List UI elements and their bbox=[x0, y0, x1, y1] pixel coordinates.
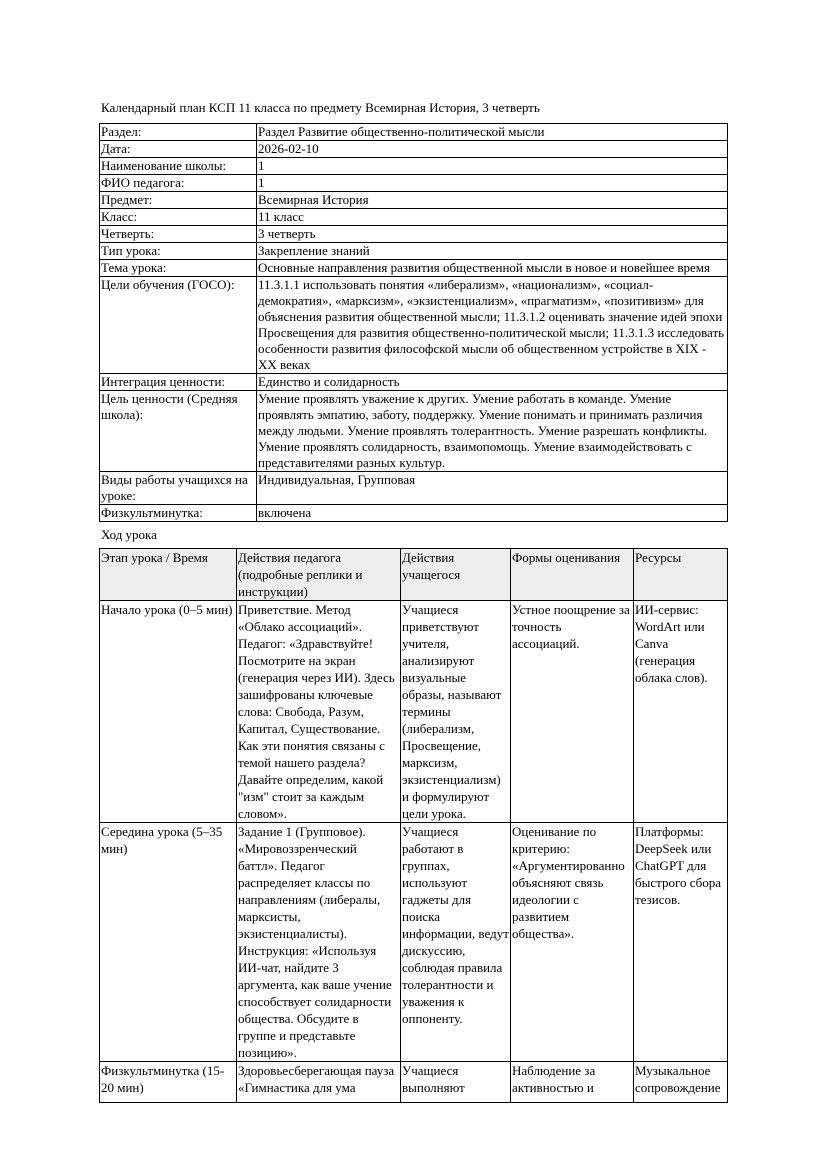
info-value: 2026-02-10 bbox=[257, 141, 728, 158]
info-value: 11 класс bbox=[257, 209, 728, 226]
info-value: Закрепление знаний bbox=[257, 243, 728, 260]
info-row bbox=[100, 505, 728, 522]
header-teacher: Действия педагога (подробные реплики и инструкции) bbox=[237, 549, 401, 601]
info-label: Цели обучения (ГОСО): bbox=[100, 277, 257, 374]
info-row bbox=[100, 472, 728, 505]
info-row bbox=[100, 391, 728, 472]
info-value: Раздел Развитие общественно-политической мысли bbox=[257, 124, 728, 141]
table-row bbox=[100, 823, 728, 1062]
info-row bbox=[100, 226, 728, 243]
cell-student: Учащиеся выполняют bbox=[401, 1062, 511, 1103]
cell-assessment: Наблюдение за активностью и bbox=[511, 1062, 634, 1103]
info-value: 11.3.1.1 использовать понятия «либерализм», «национализм», «социал-демократия», «марксизм», «экзистенциализм», «прагматизм», «позитивизм» для объяснения развития общественной мысли; 11.3.1.2 оценивать значение идей эпохи Просвещения для развития общественно-политической мысли; 11.3.1.3 исследовать особенности развития философской мысли об общественном устройстве в XIX - XX веках bbox=[257, 277, 728, 374]
info-label: Интеграция ценности: bbox=[100, 374, 257, 391]
info-value: Основные направления развития общественной мысли в новое и новейшее время bbox=[257, 260, 728, 277]
info-label: Предмет: bbox=[100, 192, 257, 209]
cell-assessment: Устное поощрение за точность ассоциаций. bbox=[511, 601, 634, 823]
info-label: Раздел: bbox=[100, 124, 257, 141]
info-value: Всемирная История bbox=[257, 192, 728, 209]
info-label: Класс: bbox=[100, 209, 257, 226]
lesson-plan-table bbox=[99, 548, 728, 1103]
info-label: Виды работы учащихся на уроке: bbox=[100, 472, 257, 505]
info-row bbox=[100, 158, 728, 175]
cell-teacher: Приветствие. Метод «Облако ассоциаций». Педагог: «Здравствуйте! Посмотрите на экран (генерация через ИИ). Здесь зашифрованы ключевые слова: Свобода, Разум, Капитал, Существование. Как эти понятия связаны с темой нашего раздела? Давайте определим, какой "изм" стоит за каждым словом». bbox=[237, 601, 401, 823]
info-row bbox=[100, 243, 728, 260]
cell-stage: Начало урока (0–5 мин) bbox=[100, 601, 237, 823]
info-value: включена bbox=[257, 505, 728, 522]
info-label: Тема урока: bbox=[100, 260, 257, 277]
cell-assessment: Оценивание по критерию: «Аргументированно объясняют связь идеологии с развитием общества». bbox=[511, 823, 634, 1062]
header-assessment: Формы оценивания bbox=[511, 549, 634, 601]
info-value: Индивидуальная, Групповая bbox=[257, 472, 728, 505]
cell-teacher: Задание 1 (Групповое). «Мировоззренческий баттл». Педагог распределяет классы по направлениям (либералы, марксисты, экзистенциалисты). Инструкция: «Используя ИИ-чат, найдите 3 аргумента, как ваше учение способствует солидарности общества. Обсудите в группе и представьте позицию». bbox=[237, 823, 401, 1062]
cell-resources: Платформы: DeepSeek или ChatGPT для быстрого сбора тезисов. bbox=[634, 823, 728, 1062]
cell-stage: Физкультминутка (15-20 мин) bbox=[100, 1062, 237, 1103]
info-row bbox=[100, 277, 728, 374]
cell-resources: Музыкальное сопровождение bbox=[634, 1062, 728, 1103]
info-label: Цель ценности (Средняя школа): bbox=[100, 391, 257, 472]
info-label: Четверть: bbox=[100, 226, 257, 243]
cell-stage: Середина урока (5–35 мин) bbox=[100, 823, 237, 1062]
lesson-progress-title: Ход урока bbox=[101, 527, 157, 542]
info-row bbox=[100, 209, 728, 226]
info-value: 1 bbox=[257, 175, 728, 192]
header-resources: Ресурсы bbox=[634, 549, 728, 601]
header-student: Действия учащегося bbox=[401, 549, 511, 601]
info-row bbox=[100, 374, 728, 391]
info-label: Дата: bbox=[100, 141, 257, 158]
info-value: Умение проявлять уважение к других. Умение работать в команде. Умение проявлять эмпатию, заботу, поддержку. Умение понимать и принимать различия между людьми. Умение проявлять толерантность. Умение разрешать конфликты. Умение проявлять солидарность, взаимопомощь. Умение взаимодействовать с представителями разных культур. bbox=[257, 391, 728, 472]
lesson-info-table bbox=[99, 123, 728, 522]
info-row bbox=[100, 192, 728, 209]
cell-student: Учащиеся работают в группах, используют гаджеты для поиска информации, ведут дискуссию, соблюдая правила толерантности и уважения к оппоненту. bbox=[401, 823, 511, 1062]
cell-student: Учащиеся приветствуют учителя, анализируют визуальные образы, называют термины (либерализм, Просвещение, марксизм, экзистенциализм) и формулируют цели урока. bbox=[401, 601, 511, 823]
info-value: 1 bbox=[257, 158, 728, 175]
info-label: Наименование школы: bbox=[100, 158, 257, 175]
document-title: Календарный план КСП 11 класса по предмету Всемирная История, 3 четверть bbox=[101, 100, 540, 115]
info-row bbox=[100, 141, 728, 158]
table-row bbox=[100, 1062, 728, 1103]
info-row bbox=[100, 175, 728, 192]
info-label: ФИО педагога: bbox=[100, 175, 257, 192]
info-label: Тип урока: bbox=[100, 243, 257, 260]
info-value: 3 четверть bbox=[257, 226, 728, 243]
cell-resources: ИИ-сервис: WordArt или Canva (генерация облака слов). bbox=[634, 601, 728, 823]
plan-header-row bbox=[100, 549, 728, 601]
info-row bbox=[100, 260, 728, 277]
cell-teacher: Здоровьесберегающая пауза «Гимнастика для ума bbox=[237, 1062, 401, 1103]
info-row bbox=[100, 124, 728, 141]
info-value: Единство и солидарность bbox=[257, 374, 728, 391]
header-stage: Этап урока / Время bbox=[100, 549, 237, 601]
table-row bbox=[100, 601, 728, 823]
info-label: Физкультминутка: bbox=[100, 505, 257, 522]
